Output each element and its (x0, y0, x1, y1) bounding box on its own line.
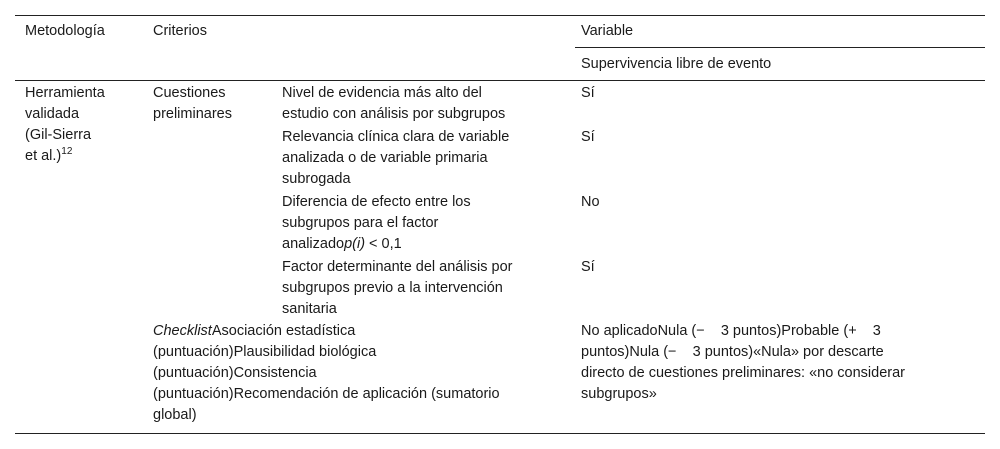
top-rule (15, 15, 985, 16)
checklist-value-line1: No aplicadoNula (− 3 puntos)Probable (+ 3 (581, 323, 881, 339)
checklist-value-line4: subgrupos» (581, 386, 657, 402)
variable-rule (575, 47, 985, 48)
methodology-citation: et al.) (25, 148, 62, 164)
criterion-3-prefix: analizado (282, 236, 345, 252)
criterion-4-line3: sanitaria (282, 301, 337, 317)
criterion-1-line1: Nivel de evidencia más alto del (282, 85, 482, 101)
reference-superscript: 12 (61, 146, 73, 157)
criterion-3-value: No (581, 194, 600, 210)
criterion-4-line2: subgrupos previo a la intervención (282, 280, 503, 296)
methodology-line3: (Gil-Sierra (25, 127, 92, 143)
criterion-3-line3 (282, 234, 402, 255)
checklist-line5: global) (153, 407, 197, 423)
criterion-1-value: Sí (581, 85, 595, 101)
checklist-line2: (puntuación)Plausibilidad biológica (153, 344, 377, 360)
methodology-line2: validada (25, 106, 80, 122)
checklist-value-line3: directo de cuestiones preliminares: «no considerar (581, 365, 906, 381)
subheader-variable: Supervivencia libre de evento (581, 56, 772, 72)
checklist-line1-text: Asociación estadística (211, 323, 356, 339)
criterion-3-italic: p(i) (344, 236, 366, 252)
checklist-line4: (puntuación)Recomendación de aplicación (sumatorio (153, 386, 500, 402)
checklist-italic: Checklist (153, 323, 212, 339)
header-methodology: Metodología (25, 23, 105, 39)
criterion-3-line1: Diferencia de efecto entre los (282, 194, 471, 210)
criterion-3-suffix: < 0,1 (365, 236, 402, 252)
criterion-4-line1: Factor determinante del análisis por (282, 259, 513, 275)
checklist-line1 (153, 321, 355, 342)
criterion-4-value: Sí (581, 259, 595, 275)
checklist-line3: (puntuación)Consistencia (153, 365, 317, 381)
preliminary-label-line1: Cuestiones (153, 85, 226, 101)
bottom-rule (15, 433, 985, 434)
methodology-line4 (25, 146, 72, 167)
header-criteria: Criterios (153, 23, 207, 39)
header-rule (15, 80, 985, 81)
criterion-2-line1: Relevancia clínica clara de variable (282, 129, 510, 145)
checklist-value-line2: puntos)Nula (− 3 puntos)«Nula» por descarte (581, 344, 884, 360)
methodology-line1: Herramienta (25, 85, 105, 101)
criterion-3-line2: subgrupos para el factor (282, 215, 439, 231)
criterion-2-line3: subrogada (282, 171, 351, 187)
preliminary-label-line2: preliminares (153, 106, 232, 122)
criterion-2-line2: analizada o de variable primaria (282, 150, 488, 166)
header-variable: Variable (581, 23, 634, 39)
criterion-1-line2: estudio con análisis por subgrupos (282, 106, 506, 122)
criterion-2-value: Sí (581, 129, 595, 145)
